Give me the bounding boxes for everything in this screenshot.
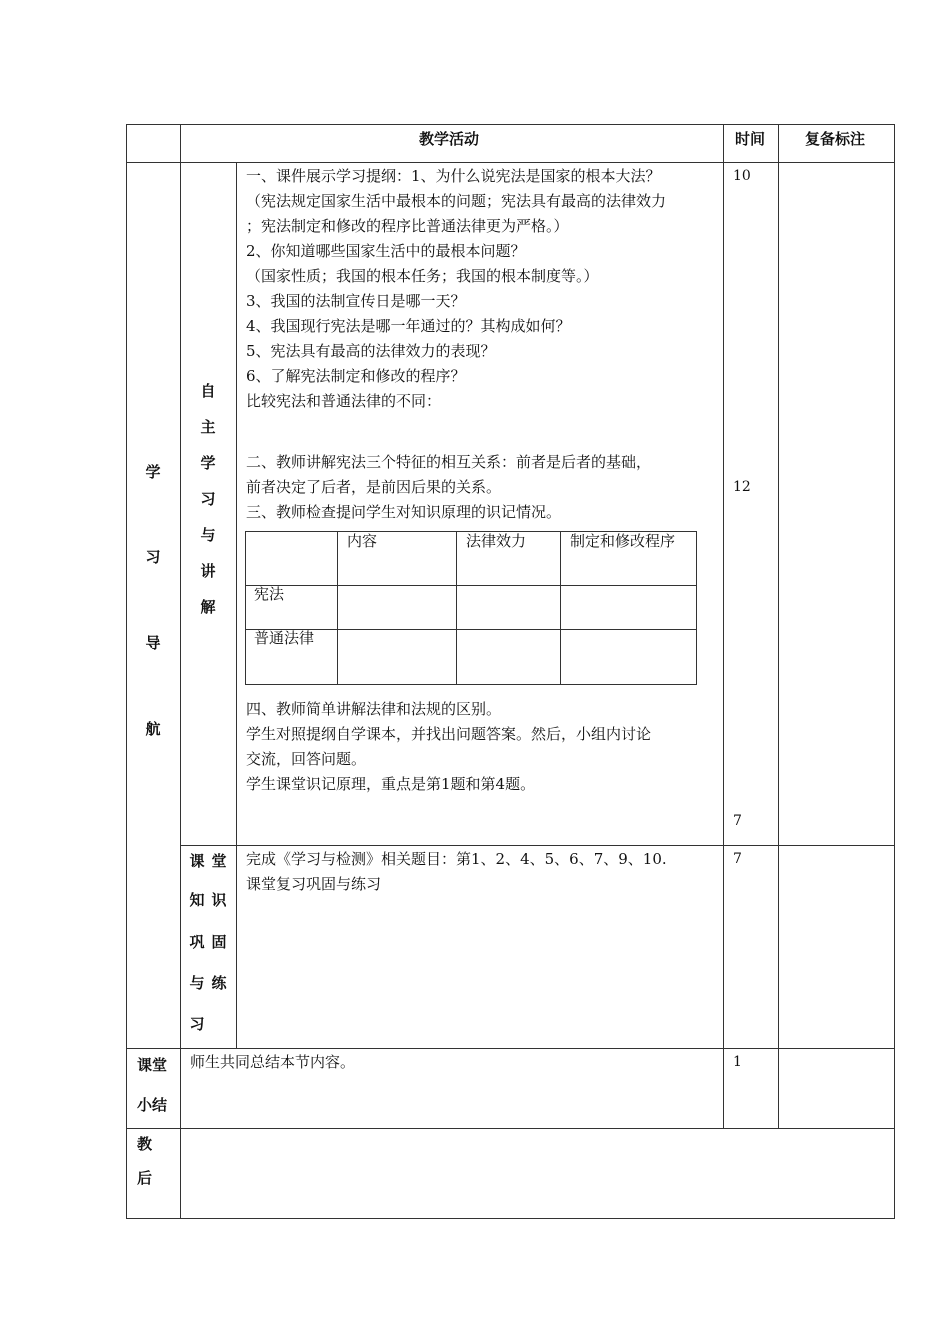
practice-label-char: 堂 bbox=[211, 852, 227, 870]
self-study-line: 学生课堂识记原理，重点是第1题和第4题。 bbox=[246, 775, 536, 793]
practice-label-char: 与 bbox=[189, 974, 205, 992]
header-note: 复备标注 bbox=[805, 130, 866, 148]
guide-label-char: 学 bbox=[145, 463, 161, 481]
compare-table-border bbox=[337, 531, 338, 685]
self-study-line: 学生对照提纲自学课本，并找出问题答案。然后，小组内讨论 bbox=[246, 725, 652, 743]
self-study-line: 三、教师检查提问学生对知识原理的识记情况。 bbox=[246, 503, 562, 521]
compare-table-row-label: 普通法律 bbox=[254, 629, 315, 647]
summary-text: 师生共同总结本节内容。 bbox=[190, 1053, 356, 1071]
compare-table-border bbox=[696, 531, 697, 685]
guide-label-char: 航 bbox=[145, 720, 161, 738]
self-study-label-char: 讲 bbox=[200, 562, 216, 580]
after-label-char: 后 bbox=[137, 1169, 153, 1187]
self-study-label-char: 解 bbox=[200, 598, 216, 616]
self-study-label-char: 学 bbox=[200, 454, 216, 472]
practice-label-char: 练 bbox=[211, 974, 227, 992]
self-study-label-char: 自 bbox=[200, 382, 216, 400]
compare-table-border bbox=[560, 531, 561, 685]
practice-line: 课堂复习巩固与练习 bbox=[246, 875, 382, 893]
summary-label-line: 课堂 bbox=[137, 1056, 168, 1074]
self-study-line: 2、你知道哪些国家生活中的最根本问题？ bbox=[246, 242, 526, 260]
table-border-top bbox=[126, 124, 895, 125]
compare-table-row-label: 宪法 bbox=[254, 585, 285, 603]
self-study-label-char: 主 bbox=[200, 418, 216, 436]
header-activity: 教学活动 bbox=[419, 130, 480, 148]
table-border-left bbox=[126, 124, 127, 1219]
practice-label-char: 固 bbox=[211, 933, 227, 951]
header-row-bottom bbox=[126, 162, 895, 163]
compare-table-border bbox=[245, 585, 697, 586]
self-study-line: 比较宪法和普通法律的不同： bbox=[246, 392, 442, 410]
self-study-line: 一、课件展示学习提纲：1、为什么说宪法是国家的根本大法？ bbox=[246, 167, 661, 185]
header-time: 时间 bbox=[735, 130, 766, 148]
compare-table-header: 制定和修改程序 bbox=[570, 532, 676, 550]
guide-label-char: 习 bbox=[145, 548, 161, 566]
self-study-row-bottom bbox=[180, 845, 895, 846]
self-study-line: 四、教师简单讲解法律和法规的区别。 bbox=[246, 700, 502, 718]
guide-row-bottom bbox=[126, 1048, 895, 1049]
compare-table-border bbox=[245, 684, 697, 685]
self-study-line: （宪法规定国家生活中最根本的问题；宪法具有最高的法律效力 bbox=[246, 192, 667, 210]
note-col-left bbox=[778, 124, 779, 1129]
self-study-line: ；宪法制定和修改的程序比普通法律更为严格。） bbox=[246, 217, 569, 235]
table-border-right bbox=[894, 124, 895, 1219]
practice-label-char: 知 bbox=[189, 891, 205, 909]
self-study-line: 3、我国的法制宣传日是哪一天？ bbox=[246, 292, 466, 310]
compare-table-border bbox=[456, 531, 457, 685]
self-study-line: 二、教师讲解宪法三个特征的相互关系：前者是后者的基础， bbox=[246, 453, 652, 471]
practice-label-char: 识 bbox=[211, 891, 227, 909]
self-study-line: 交流，回答问题。 bbox=[246, 750, 367, 768]
compare-table-header: 法律效力 bbox=[466, 532, 527, 550]
self-study-label-char: 与 bbox=[200, 526, 216, 544]
time-value: 7 bbox=[733, 851, 742, 867]
time-value: 10 bbox=[733, 168, 751, 184]
practice-label-char: 课 bbox=[189, 852, 205, 870]
self-study-line: 前者决定了后者，是前因后果的关系。 bbox=[246, 478, 502, 496]
time-col-left bbox=[723, 124, 724, 1129]
self-study-label-char: 习 bbox=[200, 490, 216, 508]
sub-label-col-divider bbox=[236, 162, 237, 1049]
time-value: 1 bbox=[733, 1054, 742, 1070]
time-value: 7 bbox=[733, 813, 742, 829]
compare-table-border bbox=[245, 531, 246, 685]
label-col-divider bbox=[180, 124, 181, 1219]
self-study-line: （国家性质；我国的根本任务；我国的根本制度等。） bbox=[246, 267, 599, 285]
after-label-char: 教 bbox=[137, 1135, 153, 1153]
compare-table-header: 内容 bbox=[347, 532, 378, 550]
guide-label-char: 导 bbox=[145, 634, 161, 652]
time-value: 12 bbox=[733, 479, 751, 495]
summary-row-bottom bbox=[126, 1128, 895, 1129]
self-study-line: 5、宪法具有最高的法律效力的表现？ bbox=[246, 342, 496, 360]
self-study-line: 6、了解宪法制定和修改的程序？ bbox=[246, 367, 466, 385]
table-border-bottom bbox=[126, 1218, 895, 1219]
summary-label-line: 小结 bbox=[137, 1096, 168, 1114]
practice-label-char: 巩 bbox=[189, 933, 205, 951]
practice-line: 完成《学习与检测》相关题目：第1、2、4、5、6、7、9、10. bbox=[246, 850, 667, 868]
self-study-line: 4、我国现行宪法是哪一年通过的？其构成如何？ bbox=[246, 317, 571, 335]
practice-label-char: 习 bbox=[189, 1015, 205, 1033]
